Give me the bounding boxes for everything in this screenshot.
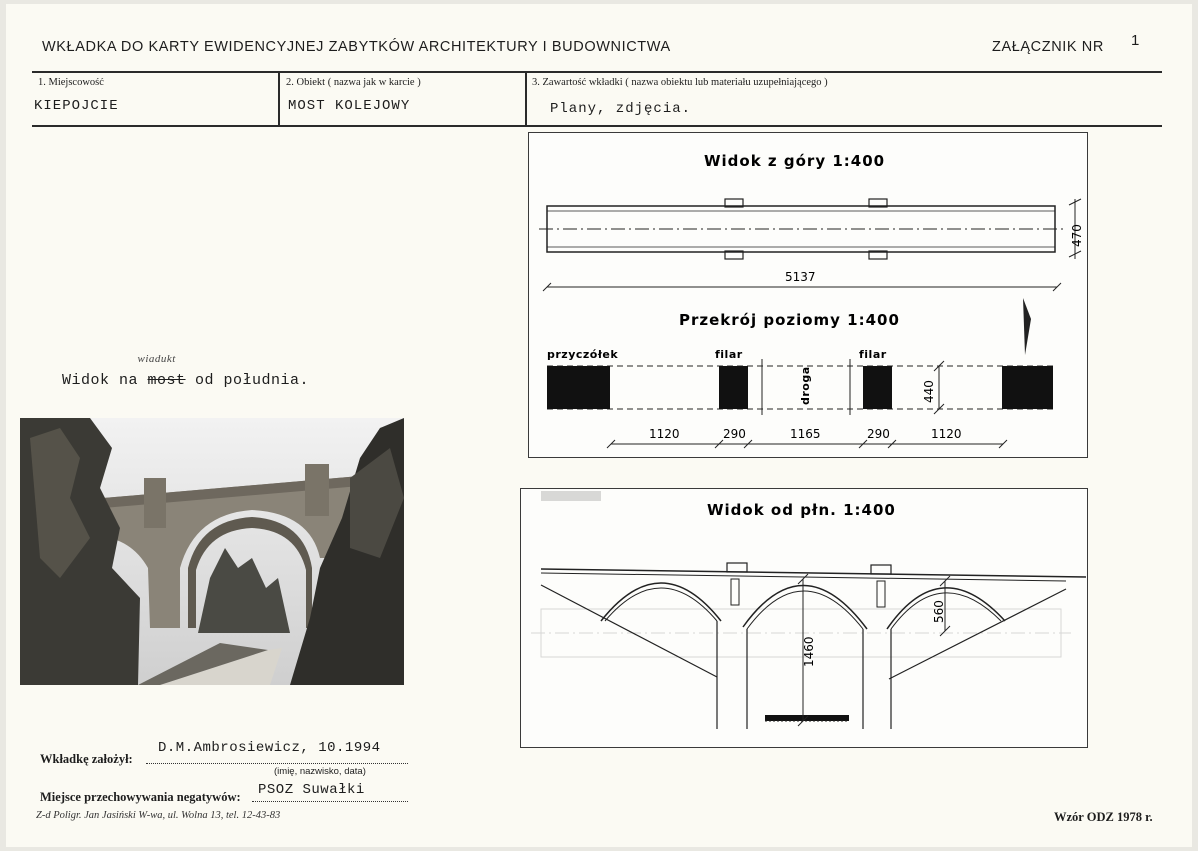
dim-total-length: 5137 [785,270,816,284]
founder-hint: (imię, nazwisko, data) [274,766,366,777]
deck-line [541,569,1086,577]
document-sheet [6,4,1192,847]
field-label-locality: 1. Miejscowość [38,77,104,88]
dim-height: 1460 [802,636,816,667]
plan-title-top-view: Widok z góry 1:400 [704,152,886,170]
form-number: Wzór ODZ 1978 r. [1054,810,1153,824]
label-pier-1: filar [715,348,743,361]
attachment-label: ZAŁĄCZNIK NR [992,39,1104,55]
abutment-left [547,366,610,409]
drawing-elevation-panel [520,488,1088,748]
field-value-locality: KIEPOJCIE [34,98,119,114]
field-value-contents: Plany, zdjęcia. [550,101,692,117]
label-pier-2: filar [859,348,887,361]
pier-1 [719,366,748,409]
attachment-number: 1 [1131,32,1140,49]
dim-span-2: 290 [723,427,746,441]
field-label-object: 2. Obiekt ( nazwa jak w karcie ) [286,77,421,88]
caption-text-start: Widok na [62,372,148,389]
bridge-photo-image [20,418,404,685]
north-arrow-icon [1023,298,1031,355]
storage-dotted-line [252,800,408,802]
label-road: droga [799,366,812,405]
photo-caption [62,353,310,389]
caption-struck-word: most [147,372,186,389]
arch-middle [743,585,867,629]
label-abutment: przyczółek [547,348,619,361]
bridge-photograph [20,418,404,685]
elevation-title: Widok od płn. 1:400 [707,501,896,519]
dim-deck-width: 470 [1070,224,1084,247]
arch-left [601,583,721,621]
document-title: WKŁADKA DO KARTY EWIDENCYJNEJ ZABYTKÓW ARCHITEKTURY I BUDOWNICTWA [42,39,671,55]
field-value-object: MOST KOLEJOWY [288,98,411,114]
field-divider-2 [525,73,527,125]
fields-bottom-rule [32,125,1162,127]
pier-2 [863,366,892,409]
founder-dotted-line [146,762,408,764]
caption-text-end: od południa. [185,372,310,389]
storage-value: PSOZ Suwałki [258,782,365,798]
founder-label: Wkładkę założył: [40,752,133,766]
dim-span-4: 290 [867,427,890,441]
field-divider-1 [278,73,280,125]
abutment-right [1002,366,1053,409]
plan-drawing [529,133,1086,456]
founder-value: D.M.Ambrosiewicz, 10.1994 [158,740,381,756]
dim-span-1: 1120 [649,427,680,441]
elevation-drawing [521,489,1086,746]
storage-label: Miejsce przechowywania negatywów: [40,790,241,804]
drawing-plan-panel [528,132,1088,458]
dim-depth: 440 [922,380,936,403]
field-label-contents: 3. Zawartość wkładki ( nazwa obiektu lub materiału uzupełniającego ) [532,77,828,88]
caption-handwritten-insert: wiadukt [137,353,176,365]
road-base [765,715,849,721]
dim-arch-height: 560 [932,600,946,623]
dim-span-3: 1165 [790,427,821,441]
header-rule [32,71,1162,73]
printer-imprint: Z-d Poligr. Jan Jasiński W-wa, ul. Wolna 13, tel. 12-43-83 [36,810,281,821]
caption-correction [137,353,186,389]
plan-title-section: Przekrój poziomy 1:400 [679,311,900,329]
dim-span-5: 1120 [931,427,962,441]
